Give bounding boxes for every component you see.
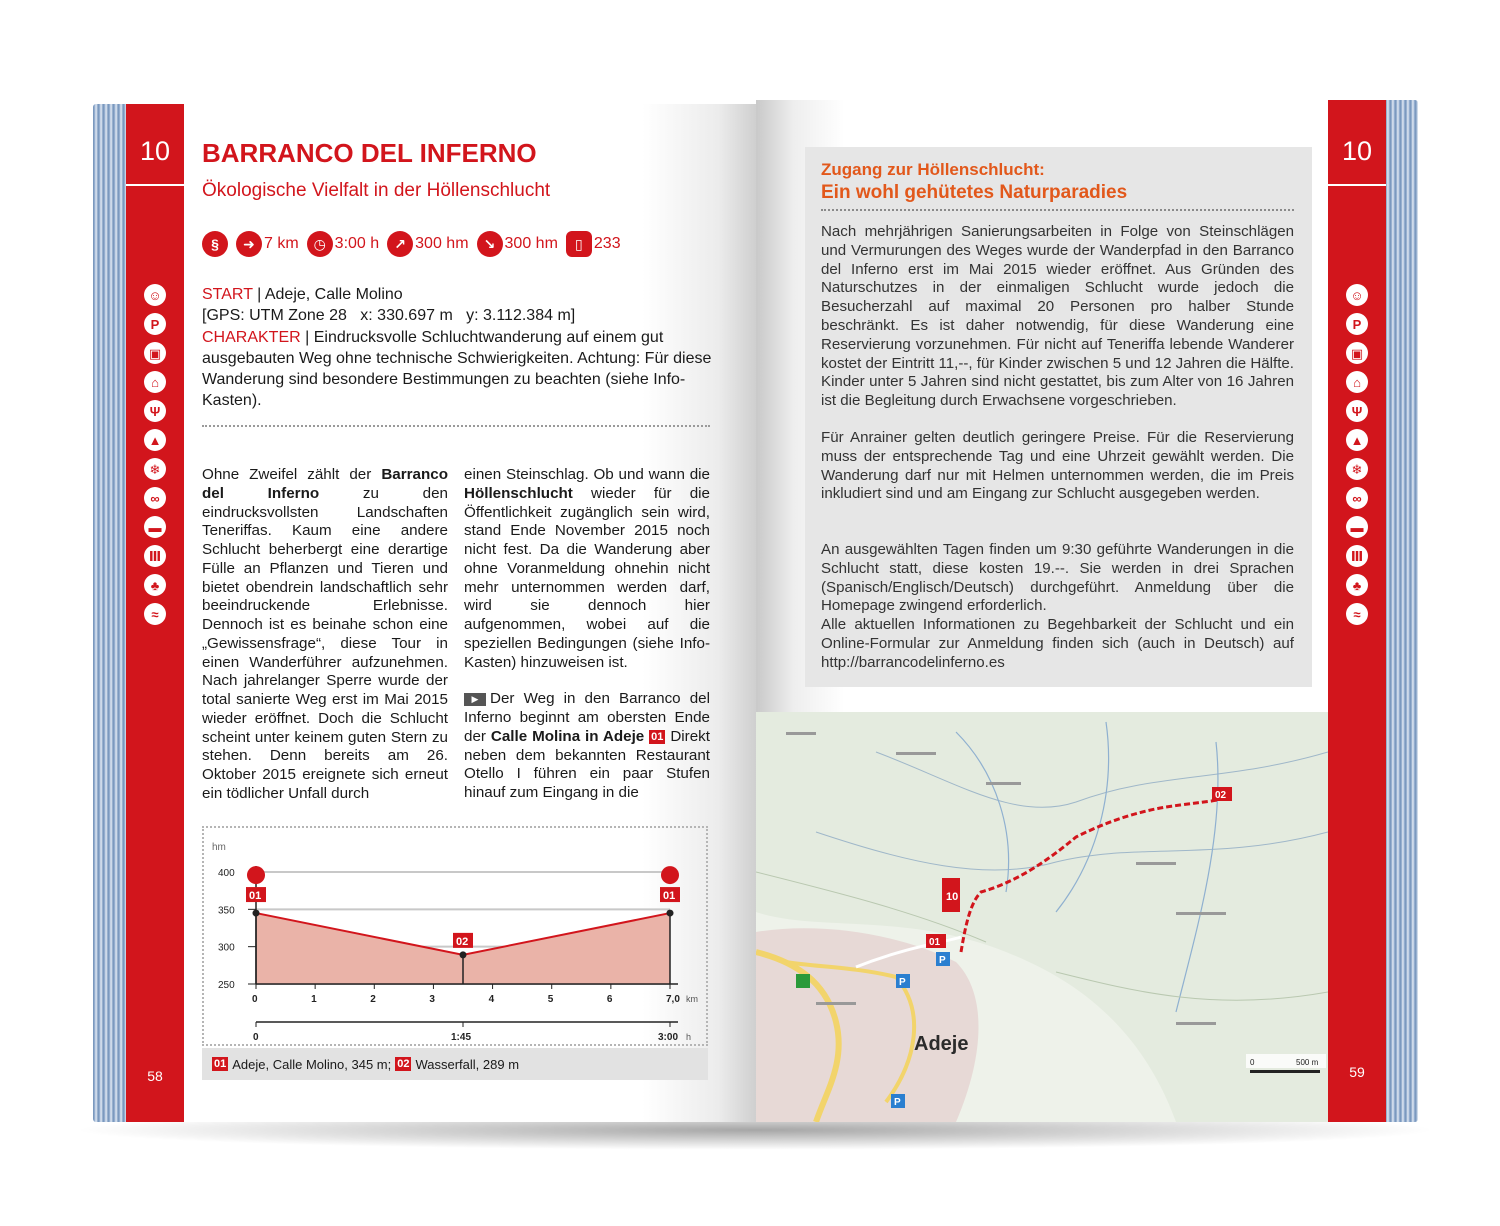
ascent-icon: ↗	[387, 231, 413, 257]
gps-line: [GPS: UTM Zone 28 x: 330.697 m y: 3.112.384 m]	[202, 307, 576, 325]
route-map	[756, 712, 1328, 1122]
legend-badge-01: 01	[214, 1058, 227, 1070]
svg-text:P: P	[939, 955, 946, 966]
body-text: wieder für die Öffentlichkeit zugänglich sein wird, stand Ende November 2015 noch nicht fest. Da die Wanderung aber ohne Voranmeldung ohnehin nicht mehr unternommen werden darf, wird sie dennoch hier aufgenommen, wobei auf die speziellen Bedingungen (siehe Info-Kasten) hinzuweisen ist.	[464, 484, 710, 671]
waypoint-dot	[667, 910, 674, 917]
body-text: Der Weg in den Barranco del Inferno beginnt am obersten Ende der	[464, 690, 710, 745]
page-number-left: 58	[147, 1068, 163, 1084]
tour-number-tab-right: 10	[1341, 136, 1373, 166]
nature-icon: ♣	[1346, 574, 1368, 596]
paragraph	[464, 466, 710, 672]
paragraph	[464, 690, 710, 803]
map-graphic	[756, 712, 1328, 1122]
y-tick-label: 350	[218, 905, 235, 917]
charakter-value: | Eindrucksvolle Schluchtwanderung auf einem gut ausgebauten Weg ohne technische Schwierigkeiten. Achtung: Für diese Wanderung sind besondere Bestimmungen zu beachten (siehe Info-Kasten).	[202, 328, 712, 410]
descent-icon: ↘	[477, 231, 503, 257]
x-tick-label: 0	[252, 994, 258, 1005]
parking-icon: P	[144, 313, 166, 335]
summit-icon: ▲	[1346, 429, 1368, 451]
bus-icon: ▣	[1346, 342, 1368, 364]
distance-value: 7 km	[264, 235, 299, 252]
summit-icon: ▲	[144, 429, 166, 451]
time-tick-label: 0	[253, 1032, 259, 1043]
map-waypoint-02: 02	[1215, 790, 1227, 801]
divider-dotted	[202, 425, 710, 427]
body-text: zu den eindrucksvollsten Landschaften Teneriffas. Kaum eine andere Schlucht beherbergt eine derartige Fülle an Pflanzen und Tieren und bietet obendrein landschaftlich sehr beeindruckende Erlebnisse. Dennoch ist es beinahe schon eine „Gewissensfrage“, diese Tour in einen Wanderführer aufzunehmen. Nach jahrelanger Sperre wurde der total sanierte Weg erst im Mai 2015 wieder eröffnet. Doch die Schlucht scheint unter keinem guten Stern zu stehen. Denn bereits am 26. Oktober 2015 ereignete sich erneut ein tödlicher Unfall durch	[202, 484, 448, 802]
swim-icon: ≈	[1346, 603, 1368, 625]
stat-distance	[236, 231, 299, 257]
body-text: Direkt neben dem bekannten Restaurant Otello I führen ein paar Stufen hinauf zum Eingang in die	[464, 727, 710, 801]
time-unit-label: h	[686, 1032, 692, 1042]
waypoint-badge: 01	[651, 730, 664, 743]
body-text: Ohne Zweifel zählt der	[202, 466, 382, 483]
map-waypoint-01: 01	[929, 937, 941, 948]
stat-ascent	[387, 231, 468, 257]
info-paragraph-4: Alle aktuellen Informationen zu Begehbarkeit der Schlucht und ein Online-Formular zur Anmeldung finden sich (auch in Deutsch) auf http://barrancodelinferno.es	[821, 616, 1294, 671]
body-text: einen Steinschlag. Ob und wann die	[464, 466, 710, 483]
y-tick-label: 400	[218, 868, 235, 879]
waypoint-badge-label: 01	[663, 890, 676, 903]
tour-stats	[202, 231, 621, 257]
stat-map-page	[566, 231, 621, 257]
page-number-right: 59	[1349, 1064, 1365, 1080]
bike-icon: ∞	[1346, 487, 1368, 509]
museum-icon: Ⅲ	[1346, 545, 1368, 567]
legend-text-02: Wasserfall, 289 m	[415, 1056, 520, 1072]
restaurant-icon: Ψ	[1346, 400, 1368, 422]
legend-text-01: Adeje, Calle Molino, 345 m;	[232, 1056, 392, 1072]
x-tick-label: 3	[429, 994, 435, 1005]
body-bold: Barranco del Inferno	[202, 466, 448, 502]
category-icons-left	[126, 284, 184, 625]
x-tick-label: 6	[606, 994, 613, 1005]
swim-icon: ≈	[144, 603, 166, 625]
info-box-divider	[821, 209, 1294, 211]
restaurant-icon: Ψ	[144, 400, 166, 422]
tour-title: BARRANCO DEL INFERNO	[202, 138, 537, 168]
map-scale-start: 0	[1250, 1058, 1255, 1067]
waypoint-badge-label: 02	[456, 935, 469, 948]
x-tick-label: 1	[311, 994, 317, 1005]
page-edges-right	[1386, 100, 1418, 1122]
tour-info	[202, 284, 712, 412]
time-tick-label: 1:45	[451, 1032, 472, 1043]
restaurant-marker-icon	[661, 866, 679, 884]
info-paragraph-3: An ausgewählten Tagen finden um 9:30 geführte Wanderungen in die Schlucht statt, diese kosten 19.--. Sie werden in drei Sprachen (Spanisch/Englisch/Deutsch) durchgeführt. Anmeldung über die Homepage zwingend erforderlich.	[821, 541, 1294, 615]
ascent-value: 300 hm	[415, 235, 469, 252]
tab-divider-right	[1328, 184, 1386, 186]
accommodation-icon: ▬	[1346, 516, 1368, 538]
info-box-heading-1: Zugang zur Höllenschlucht:	[821, 160, 1045, 179]
restaurant-marker-icon	[247, 866, 265, 884]
clock-icon: ◷	[307, 231, 333, 257]
charakter-label: CHARAKTER	[202, 328, 301, 346]
nature-icon: ♣	[144, 574, 166, 596]
shopping-icon: ⌂	[144, 371, 166, 393]
time-tick-label: 3:00	[658, 1032, 679, 1043]
shopping-icon: ⌂	[1346, 371, 1368, 393]
parking-icon: P	[1346, 313, 1368, 335]
kids-icon: ☺	[144, 284, 166, 306]
page-edges-left	[93, 104, 127, 1122]
body-column-2	[464, 466, 710, 803]
tour-number-tab: 10	[139, 136, 171, 166]
map-page-value: 233	[593, 235, 621, 252]
info-box-heading-2: Ein wohl gehütetes Naturparadies	[821, 182, 1128, 203]
x-tick-label: 4	[488, 994, 495, 1005]
winter-icon: ❄	[144, 458, 166, 480]
start-label: START	[202, 286, 253, 303]
y-tick-label: 250	[218, 980, 235, 991]
map-page-icon: ▯	[566, 231, 592, 257]
body-column-1	[202, 466, 448, 804]
body-bold: Höllenschlucht	[464, 484, 573, 502]
kids-icon: ☺	[1346, 284, 1368, 306]
body-bold: Calle Molina in Adeje	[490, 727, 645, 745]
bus-icon: ▣	[144, 342, 166, 364]
x-tick-label: 7,0	[666, 994, 680, 1005]
info-paragraph-2: Für Anrainer gelten deutlich geringere Preise. Für die Reservierung muss der entsprechende Tag und eine Uhrzeit gewählt werden. Die Wanderung darf nur mit Helmen unternommen werden, die im Preis inkludiert sind und am Eingang zur Schlucht ausgegeben werden.	[821, 429, 1294, 503]
play-icon: ▶	[464, 693, 486, 706]
difficulty-icon: §	[202, 231, 228, 257]
category-icons-right	[1328, 284, 1386, 625]
waypoint-dot	[460, 951, 467, 958]
x-tick-label: 2	[370, 994, 376, 1005]
tab-divider	[126, 184, 184, 186]
waypoint-legend	[202, 1048, 708, 1080]
info-paragraph-1: Nach mehrjährigen Sanierungsarbeiten in Folge von Steinschlägen und Vermurungen des Weges wurde der Wanderpfad in den Barranco del Inferno erst im Mai 2015 wieder eröffnet. Aus Gründen des Naturschutzes in der einmaligen Schlucht wurde jedoch die Besucherzahl auf maximal 20 Personen pro halber Stunde beschränkt. Es ist daher notwendig, für diese Wanderung eine Reservierung vorzunehmen. Für nicht auf Teneriffa lebende Wanderer kostet der Eintritt 11,--, für Kinder zwischen 5 und 12 Jahren die Hälfte. Kinder unter 5 Jahren sind nicht gestattet, bis zum Alter von 16 Jahren ist die Begleitung durch Erwachsene vorgeschrieben.	[821, 223, 1294, 410]
right-chapter-bar	[1328, 100, 1386, 1122]
descent-value: 300 hm	[504, 235, 558, 252]
waypoint-dot	[253, 910, 260, 917]
tour-subtitle: Ökologische Vielfalt in der Höllenschlucht	[202, 180, 551, 201]
museum-icon: Ⅲ	[144, 545, 166, 567]
map-scale-end: 500 m	[1296, 1058, 1319, 1067]
y-tick-label: 300	[218, 942, 235, 954]
elevation-profile-chart	[204, 828, 706, 1044]
accommodation-icon: ▬	[144, 516, 166, 538]
winter-icon: ❄	[1346, 458, 1368, 480]
x-tick-label: 5	[547, 994, 554, 1005]
map-town-label: Adeje	[914, 1033, 969, 1055]
start-value: | Adeje, Calle Molino	[252, 286, 403, 303]
svg-text:P: P	[899, 977, 906, 988]
duration-value: 3:00 h	[334, 235, 380, 252]
svg-text:P: P	[894, 1097, 901, 1108]
y-axis-label: hm	[212, 842, 226, 853]
charakter-line	[202, 327, 712, 412]
stat-descent	[477, 231, 558, 257]
x-unit-label: km	[686, 994, 698, 1004]
signpost-icon: ➜	[236, 231, 262, 257]
stat-duration	[307, 231, 379, 257]
waypoint-badge-label: 01	[249, 890, 262, 903]
bike-icon: ∞	[144, 487, 166, 509]
start-line	[202, 284, 712, 305]
map-route-number: 10	[946, 891, 959, 903]
left-chapter-bar	[126, 104, 184, 1122]
legend-badge-02: 02	[397, 1058, 410, 1070]
